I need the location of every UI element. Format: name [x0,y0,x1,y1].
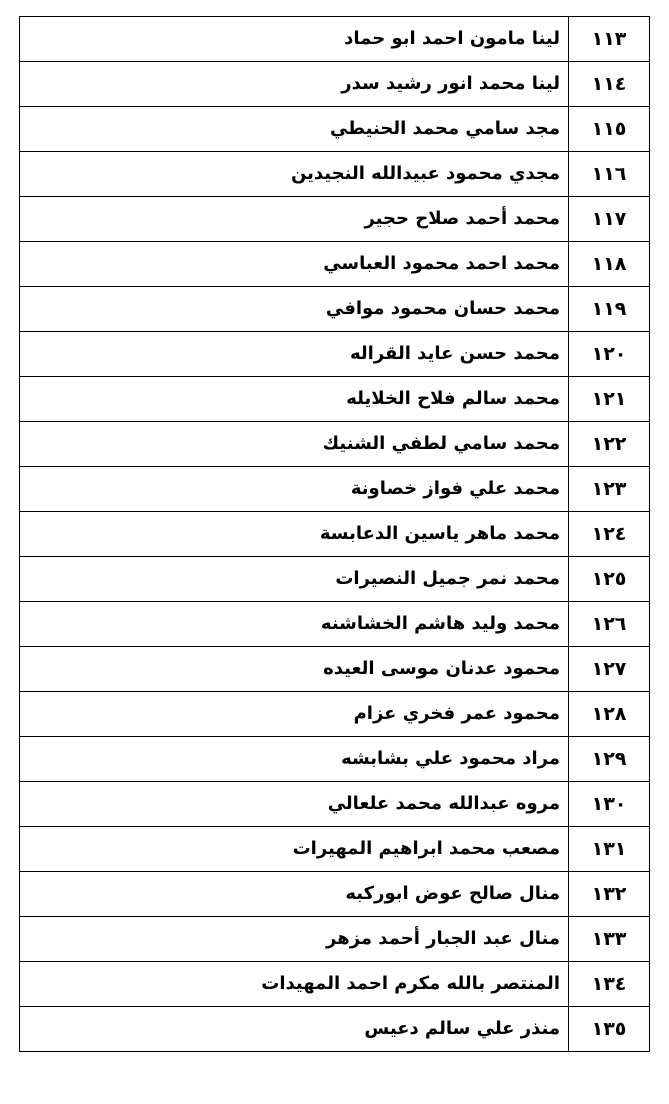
row-name: مجدي محمود عبيدالله النجيدين [20,152,569,197]
row-name: محمد علي فواز خصاونة [20,467,569,512]
table-row [20,197,650,242]
row-name: محمد سالم فلاح الخلايله [20,377,569,422]
row-name: المنتصر بالله مكرم احمد المهيدات [20,962,569,1007]
table-row [20,692,650,737]
row-name: محمود عدنان موسى العيده [20,647,569,692]
table-row [20,782,650,827]
row-number: ١٢٤ [569,512,650,557]
table-row [20,737,650,782]
row-number: ١٢٣ [569,467,650,512]
row-name: لينا محمد انور رشيد سدر [20,62,569,107]
table-row [20,62,650,107]
row-number: ١١٦ [569,152,650,197]
row-number: ١٢٩ [569,737,650,782]
names-table [19,16,650,1052]
row-name: محمد ماهر ياسين الدعابسة [20,512,569,557]
row-name: محمد أحمد صلاح حجير [20,197,569,242]
row-name: محمود عمر فخري عزام [20,692,569,737]
table-row [20,647,650,692]
table-row [20,107,650,152]
row-name: منال صالح عوض ابوركبه [20,872,569,917]
names-table-body [20,17,650,1052]
row-name: مراد محمود علي بشابشه [20,737,569,782]
row-name: محمد نمر جميل النصيرات [20,557,569,602]
row-name: منال عبد الجبار أحمد مزهر [20,917,569,962]
row-number: ١٢٥ [569,557,650,602]
row-number: ١١٩ [569,287,650,332]
row-number: ١٣٣ [569,917,650,962]
table-row [20,242,650,287]
row-name: محمد سامي لطفي الشنيك [20,422,569,467]
table-row [20,332,650,377]
row-number: ١٢٠ [569,332,650,377]
table-row [20,287,650,332]
row-number: ١١٥ [569,107,650,152]
row-name: محمد حسان محمود موافي [20,287,569,332]
row-number: ١١٣ [569,17,650,62]
row-name: محمد حسن عايد القراله [20,332,569,377]
table-row [20,377,650,422]
row-number: ١٣١ [569,827,650,872]
table-row [20,512,650,557]
row-name: مجد سامي محمد الحنيطي [20,107,569,152]
row-number: ١٢١ [569,377,650,422]
row-name: محمد احمد محمود العباسي [20,242,569,287]
row-number: ١٣٥ [569,1007,650,1052]
table-row [20,602,650,647]
table-row [20,467,650,512]
table-row [20,152,650,197]
table-row [20,1007,650,1052]
table-row [20,917,650,962]
row-number: ١٣٢ [569,872,650,917]
row-number: ١١٤ [569,62,650,107]
row-number: ١٣٠ [569,782,650,827]
row-number: ١٢٨ [569,692,650,737]
row-number: ١٢٦ [569,602,650,647]
table-row [20,872,650,917]
table-row [20,17,650,62]
table-row [20,422,650,467]
row-number: ١١٨ [569,242,650,287]
table-row [20,962,650,1007]
row-number: ١٢٧ [569,647,650,692]
row-name: منذر علي سالم دعيس [20,1007,569,1052]
row-number: ١٢٢ [569,422,650,467]
row-name: مصعب محمد ابراهيم المهيرات [20,827,569,872]
row-name: لينا مامون احمد ابو حماد [20,17,569,62]
row-number: ١١٧ [569,197,650,242]
table-row [20,557,650,602]
row-name: محمد وليد هاشم الخشاشنه [20,602,569,647]
row-name: مروه عبدالله محمد علعالي [20,782,569,827]
table-row [20,827,650,872]
row-number: ١٣٤ [569,962,650,1007]
